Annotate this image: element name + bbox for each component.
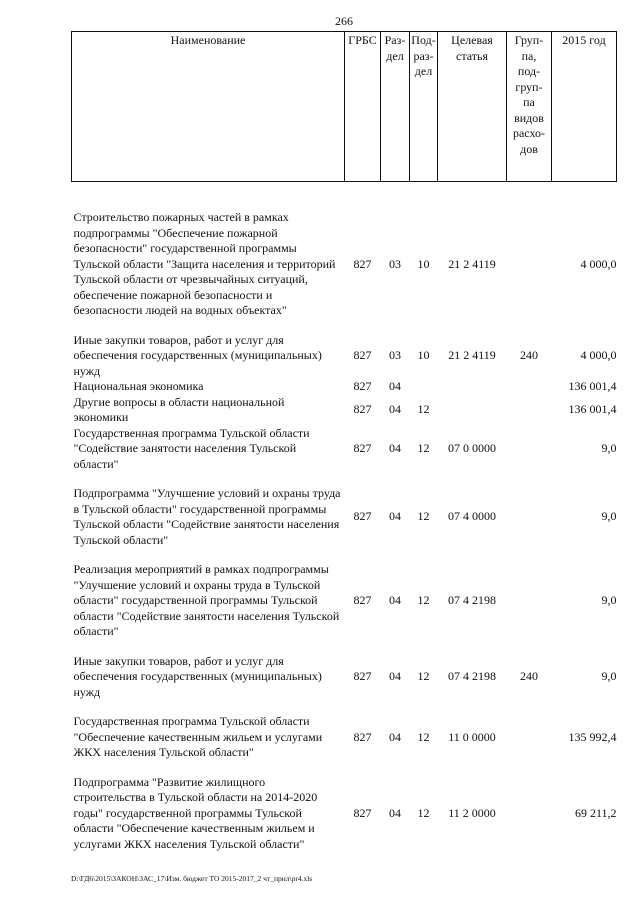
cell-group: [507, 379, 552, 395]
cell-section: 03: [389, 256, 401, 271]
cell-group: [507, 775, 552, 853]
table-row: [72, 395, 617, 426]
cell-target: 11 0 0000: [448, 729, 496, 744]
cell-grbs: 827: [353, 256, 372, 271]
cell-grbs: 827: [353, 729, 372, 744]
cell-amount: 69 211,2: [574, 805, 617, 820]
cell-subsection: 10: [417, 256, 430, 271]
cell-section: 04: [389, 593, 401, 607]
cell-grbs: 827: [353, 379, 372, 393]
cell-target: 11 2 0000: [448, 805, 496, 820]
header-name: Наименование: [72, 32, 345, 182]
cell-subsection: 12: [417, 593, 430, 607]
header-target: Целевая статья: [438, 32, 507, 182]
cell-amount: 9,0: [601, 593, 617, 607]
header-section: Раз- дел: [381, 32, 410, 182]
table-spacer: [72, 182, 617, 211]
cell-name: Строительство пожарных частей в рамках подпрограммы "Обеспечение пожарной безопасности" государственной программы Тульской области "Защита населения и территорий Тульской области от чрезвычайных ситуаций, обеспечение пожарной безопасности и безопасности людей на водных объектах": [73, 210, 336, 317]
cell-name: Государственная программа Тульской области "Обеспечение качественным жильем и услугами ЖКХ населения Тульской области": [73, 714, 323, 759]
cell-amount: 9,0: [601, 669, 617, 683]
cell-group: [507, 714, 552, 775]
table-row: [72, 486, 617, 562]
header-year: 2015 год: [552, 32, 617, 182]
cell-grbs: 827: [353, 402, 372, 417]
table-row: [72, 210, 617, 333]
table-row: [72, 562, 617, 654]
budget-table: [71, 31, 617, 852]
cell-name: Подпрограмма "Улучшение условий и охраны труда в Тульской области" государственной программы Тульской области "Содействие занятости населения Тульской области": [73, 486, 341, 547]
cell-group: 240: [520, 348, 538, 362]
table-row: [72, 333, 617, 380]
cell-name: Иные закупки товаров, работ и услуг для обеспечения государственных (муниципальных) нужд: [73, 653, 322, 699]
table-header-row: [72, 32, 617, 182]
cell-subsection: 12: [417, 805, 430, 820]
cell-amount: 9,0: [601, 509, 617, 524]
header-group: Груп- па, под- груп- па видов расхо- дов: [507, 32, 552, 182]
cell-subsection: 12: [417, 441, 430, 455]
cell-subsection: 12: [417, 509, 430, 524]
cell-group: [507, 395, 552, 426]
cell-grbs: 827: [353, 805, 372, 820]
cell-amount: 9,0: [601, 441, 617, 455]
cell-group: [507, 562, 552, 654]
header-grbs: ГРБС: [345, 32, 381, 182]
cell-name: Иные закупки товаров, работ и услуг для обеспечения государственных (муниципальных) нужд: [73, 332, 322, 378]
cell-section: 03: [389, 348, 401, 362]
footer-file-path: D:\ГД6\2015\ЗАКОН\ЗАС_17\Изм. бюджет ТО 2015-2017_2 чт_прил\pr4.xls: [71, 874, 313, 883]
cell-section: 04: [389, 805, 401, 820]
cell-name: Другие вопросы в области национальной экономики: [73, 394, 285, 424]
cell-section: 04: [389, 379, 401, 393]
cell-group: [507, 486, 552, 562]
cell-name: Государственная программа Тульской области "Содействие занятости населения Тульской области": [73, 425, 310, 471]
cell-target: [438, 395, 507, 426]
cell-amount: 136 001,4: [568, 379, 617, 393]
cell-subsection: [410, 379, 438, 395]
cell-grbs: 827: [353, 509, 372, 524]
cell-section: 04: [389, 669, 401, 683]
cell-target: 21 2 4119: [448, 348, 496, 362]
cell-grbs: 827: [353, 348, 372, 362]
cell-amount: 136 001,4: [568, 402, 617, 417]
cell-target: 07 4 0000: [448, 509, 496, 524]
cell-subsection: 12: [417, 729, 430, 744]
cell-amount: 135 992,4: [568, 729, 617, 744]
cell-grbs: 827: [353, 441, 372, 455]
cell-grbs: 827: [353, 593, 372, 607]
table-row: [72, 379, 617, 395]
cell-target: [438, 379, 507, 395]
cell-subsection: 12: [417, 402, 430, 417]
cell-target: 07 0 0000: [448, 441, 496, 455]
cell-name: Реализация мероприятий в рамках подпрограммы "Улучшение условий и охраны труда в Тульской области" государственной программы Тульской области "Содействие занятости населения Тульской области": [73, 562, 340, 638]
cell-section: 04: [389, 509, 401, 524]
cell-target: 21 2 4119: [448, 256, 496, 271]
cell-group: 240: [520, 669, 538, 683]
cell-subsection: 12: [417, 669, 430, 683]
cell-target: 07 4 2198: [448, 593, 496, 607]
table-row: [72, 775, 617, 853]
cell-amount: 4 000,0: [580, 348, 617, 362]
cell-grbs: 827: [353, 669, 372, 683]
cell-group: [507, 210, 552, 333]
cell-name: Национальная экономика: [73, 379, 204, 393]
cell-subsection: 10: [417, 348, 430, 362]
cell-section: 04: [389, 729, 401, 744]
table-row: [72, 714, 617, 775]
cell-amount: 4 000,0: [580, 256, 617, 271]
cell-section: 04: [389, 441, 401, 455]
cell-target: 07 4 2198: [448, 669, 496, 683]
table-row: [72, 426, 617, 487]
table-row: [72, 654, 617, 715]
page-number: 266: [335, 14, 353, 28]
header-subsection: Под- раз- дел: [410, 32, 438, 182]
cell-name: Подпрограмма "Развитие жилищного строительства в Тульской области на 2014-2020 годы" государственной программы Тульской области "Обеспечение качественным жильем и услугами ЖКХ населения Тульской области": [73, 774, 318, 851]
cell-section: 04: [389, 402, 401, 417]
cell-group: [507, 426, 552, 487]
